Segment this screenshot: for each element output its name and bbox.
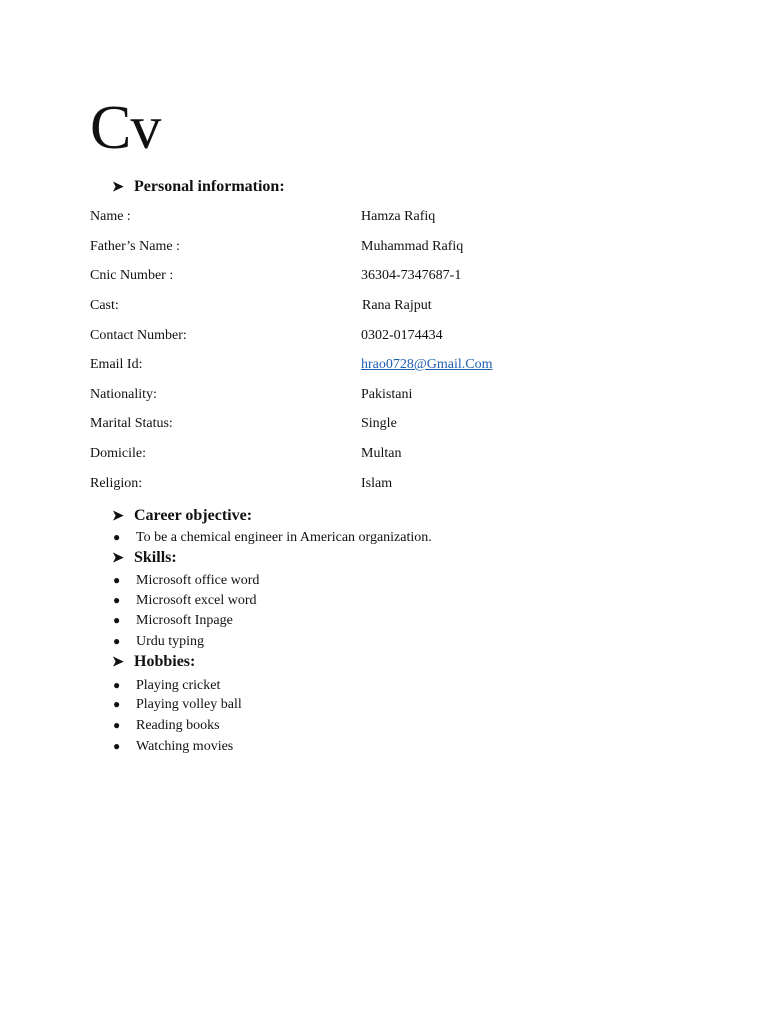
- list-item-text: Microsoft office word: [136, 573, 260, 588]
- arrowhead-bullet-icon: ➤: [112, 655, 124, 670]
- list-item: [113, 675, 220, 696]
- list-item: [113, 631, 204, 652]
- list-item: [113, 590, 257, 611]
- info-value: Single: [361, 416, 397, 431]
- list-item-text: To be a chemical engineer in American organization.: [136, 530, 432, 545]
- list-item-text: Reading books: [136, 718, 220, 733]
- info-row-email-id: [90, 355, 690, 375]
- disc-bullet-icon: ●: [113, 678, 121, 692]
- info-label: Email Id:: [90, 357, 143, 372]
- heading-text: Career objective:: [134, 507, 253, 524]
- skills-heading: [112, 548, 177, 569]
- list-item-text: Watching movies: [136, 739, 234, 754]
- info-row-cnic-number: [90, 266, 690, 286]
- list-item: [113, 527, 432, 548]
- arrowhead-bullet-icon: ➤: [112, 509, 124, 524]
- arrowhead-bullet-icon: ➤: [112, 180, 124, 195]
- list-item: [113, 715, 220, 736]
- info-label: Cast:: [90, 298, 119, 313]
- info-label: Father’s Name :: [90, 239, 180, 254]
- info-label: Nationality:: [90, 387, 157, 402]
- hobbies-heading: [112, 652, 195, 673]
- info-label: Contact Number:: [90, 328, 187, 343]
- info-row-name: [90, 207, 690, 227]
- info-label: Marital Status:: [90, 416, 173, 431]
- list-item-text: Microsoft excel word: [136, 593, 257, 608]
- info-row-domicile: [90, 444, 690, 464]
- list-item-text: Urdu typing: [136, 634, 205, 649]
- heading-text: Hobbies:: [134, 653, 196, 670]
- heading-text: Skills:: [134, 549, 177, 566]
- list-item-text: Playing cricket: [136, 678, 221, 693]
- info-value: Muhammad Rafiq: [361, 239, 464, 254]
- info-row-cast: [90, 296, 690, 316]
- info-label: Domicile:: [90, 446, 146, 461]
- list-item: [113, 736, 233, 757]
- info-row-religion: [90, 474, 690, 494]
- info-row-contact-number: [90, 326, 690, 346]
- disc-bullet-icon: ●: [113, 530, 121, 544]
- arrowhead-bullet-icon: ➤: [112, 551, 124, 566]
- info-value: Hamza Rafiq: [361, 209, 436, 224]
- list-item: [113, 570, 259, 591]
- info-value: Multan: [361, 446, 402, 461]
- disc-bullet-icon: ●: [113, 697, 121, 711]
- info-value: 0302-0174434: [361, 328, 443, 343]
- personal-information-heading: [112, 177, 285, 198]
- list-item: [113, 694, 242, 715]
- info-row-fathers-name: [90, 237, 690, 257]
- disc-bullet-icon: ●: [113, 593, 121, 607]
- info-label: Cnic Number :: [90, 268, 174, 283]
- email-link[interactable]: hrao0728@Gmail.Com: [361, 357, 493, 372]
- career-objective-heading: [112, 506, 252, 527]
- info-value: 36304-7347687-1: [361, 268, 462, 283]
- info-label: Religion:: [90, 476, 143, 491]
- list-item-text: Microsoft Inpage: [136, 613, 233, 628]
- list-item: [113, 610, 233, 631]
- info-row-nationality: [90, 385, 690, 405]
- info-row-marital-status: [90, 414, 690, 434]
- disc-bullet-icon: ●: [113, 718, 121, 732]
- disc-bullet-icon: ●: [113, 613, 121, 627]
- disc-bullet-icon: ●: [113, 573, 121, 587]
- info-value: Pakistani: [361, 387, 413, 402]
- info-value: Rana Rajput: [362, 298, 432, 313]
- disc-bullet-icon: ●: [113, 739, 121, 753]
- heading-text: Personal information:: [134, 178, 285, 195]
- document-title: Cv: [90, 94, 161, 162]
- info-value: Islam: [361, 476, 393, 491]
- list-item-text: Playing volley ball: [136, 697, 242, 712]
- info-label: Name :: [90, 209, 131, 224]
- disc-bullet-icon: ●: [113, 634, 121, 648]
